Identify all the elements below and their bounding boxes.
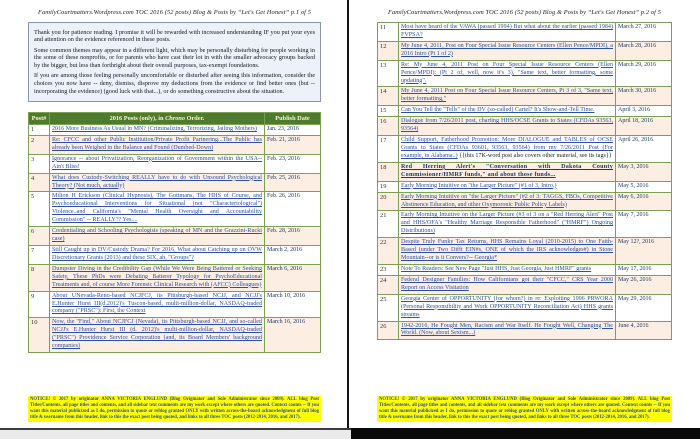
post-number: 13 bbox=[378, 60, 399, 87]
table-row bbox=[378, 23, 672, 42]
post-title-link[interactable]: About UNevada-Reno-based NCJFCJ, its Pittsburgh-based NCJJ, and NCJJ's E.Hunter Hurst III(d.2012)'s Tuscon-based, multi-million-dollar, NASDAQ-traded company ("PRSC"): First, the Context bbox=[52, 292, 262, 315]
copyright-notice: NOTICE! © 2017 by originator ANNA VICTORIA ENGLUND (Blog Originator and Sole Administrator since 2009). ALL blog Post Titles/Contents, all page titles and contents, and all sidebar text comments are my work except where others are quoted. Context counts -- If you want this material publicized as I do, permission to quote or reblog granted ONLY with written across-the-board acknowledgment of full blog title & username from this header, link to this the exact post being quoted, and links to all three TOC posts (2012-2014, 2016, and 2017). bbox=[28, 396, 321, 422]
post-title-link[interactable]: Most have heard of the VAWA (passed 1994) But what about the earlier (passed 1984) FVPSA? bbox=[401, 24, 613, 38]
post-title-link[interactable]: Credentialing and Schooling Psychologists (speaking of MN and the Grazzini-Rucki case) bbox=[52, 228, 262, 243]
publish-date: May 12?, 2016 bbox=[616, 238, 672, 265]
table-row bbox=[378, 87, 672, 106]
post-number: 15 bbox=[378, 106, 399, 117]
post-title-cell bbox=[399, 41, 616, 60]
table-row bbox=[29, 245, 321, 264]
publish-date: Feb. 23, 2016 bbox=[265, 154, 321, 173]
table-row bbox=[378, 41, 672, 60]
publish-date: June 4, 2016 bbox=[616, 321, 672, 340]
table-row bbox=[29, 264, 321, 291]
header-text-italic: Chrono bbox=[165, 115, 186, 122]
post-title-cell bbox=[399, 106, 616, 117]
publish-date: April 18, 2016 bbox=[616, 117, 672, 136]
table-row bbox=[378, 192, 672, 211]
post-title-link[interactable]: Georgia Center of OPPORTUNITY (for whom?) in re: Exploiting 1996 PRWORA (Personal Responsibility and Work OPPORTUNITY Reconciliation Act) HHS grants streams bbox=[401, 295, 613, 318]
post-number: 17 bbox=[378, 136, 399, 163]
page-header: FamilyCourtmatters.Wordpress.com TOC 2016 (52 posts) Blog & Posts by “Let's Get Honest” p.1 of 5 bbox=[37, 9, 312, 16]
table-row bbox=[378, 162, 672, 181]
intro-note-box bbox=[28, 22, 321, 102]
publish-date: May 6, 2016 bbox=[616, 192, 672, 211]
publish-date: May 7, 2016 bbox=[616, 211, 672, 238]
table-row bbox=[378, 264, 672, 275]
page-header: FamilyCourtmatters.Wordpress.com TOC 2016 (52 posts) Blog & Posts by “Let's Get Honest” p.2 of 5 bbox=[387, 9, 662, 16]
table-row bbox=[378, 238, 672, 265]
table-row bbox=[378, 211, 672, 238]
post-number: 25 bbox=[378, 294, 399, 321]
post-number: 7 bbox=[29, 245, 50, 264]
post-number: 23 bbox=[378, 264, 399, 275]
post-title-link[interactable]: Note To Readers: See New Page "Just HHS, Just Georgia, Just HMRF" grants bbox=[401, 265, 592, 272]
post-title-cell bbox=[50, 154, 265, 173]
post-title-link[interactable]: Milton H Erickson (Clinical Hypnosis), The Gottmans, The HHS of Course, and Psychoeducational Interventions for Situational (not "Characteriological") Violence..and California's "Mental Health Oversight and Accountability Commission" -- REALLY?? Yes.... bbox=[52, 193, 262, 224]
publish-date: Feb. 25, 2016 bbox=[265, 173, 321, 192]
publish-date: Feb. 21, 2016 bbox=[265, 135, 321, 154]
post-title-cell bbox=[399, 275, 616, 294]
next-pages-edge bbox=[0, 428, 700, 439]
post-title-link[interactable]: 1942-2016, He Fought Men, Racism and War Itself. He Fought Well, Changing The World. (Now, about Sexism...) bbox=[401, 322, 613, 337]
post-title-cell bbox=[50, 173, 265, 192]
post-title-cell bbox=[399, 181, 616, 192]
publish-date: March 16, 2016 bbox=[265, 318, 321, 353]
column-header-post-number: Post# bbox=[29, 113, 50, 125]
table-row bbox=[378, 106, 672, 117]
post-number: 19 bbox=[378, 181, 399, 192]
post-title-cell bbox=[50, 264, 265, 291]
post-title-link[interactable]: Re: My June 4, 2011 Post on Four Special Issue Resource Centers (Ellen Pence/MPDI): (Pt 2 of, well, now it's 3), "Same text, better formatting, some updating". bbox=[401, 61, 613, 84]
post-title-cell bbox=[50, 125, 265, 136]
table-row bbox=[29, 154, 321, 173]
post-title-link[interactable]: Now, the "Find," About NCJFCJ (Nevada), its Pittsburgh-based NCJJ, and so-called NCJJ's E.Hunter Hurst III (d. 2012)'s multi-million-dollar, NASDAQ-traded ("PRSC") Providence Service Corporation (and, its Board Members' background companies) bbox=[52, 319, 262, 350]
post-title-cell bbox=[399, 211, 616, 238]
post-number: 26 bbox=[378, 321, 399, 340]
post-title-link[interactable]: 2016 More Business As Usual in MN? (Criminalizing, Terrorizing, Jailing Mothers) bbox=[52, 126, 257, 132]
post-title-cell bbox=[50, 192, 265, 227]
publish-date: March 10, 2016 bbox=[265, 291, 321, 318]
toc-table-page-2 bbox=[377, 22, 672, 340]
table-row bbox=[29, 192, 321, 227]
post-title-link[interactable]: Dialogue from 7/26/2011 post, charting HHS/OCSE Grants to States (CFDAs 93563, 93564) bbox=[401, 118, 613, 133]
post-number: 8 bbox=[29, 264, 50, 291]
header-text: Order. bbox=[185, 115, 205, 122]
post-number: 14 bbox=[378, 87, 399, 106]
post-number: 20 bbox=[378, 192, 399, 211]
post-title-link[interactable]: Early Morning Intuitive on the Larger Picture (#3 of 3 on a "Red Herring Alert" Post and HHS/OFA's "Healthy Marriage Responsible Fatherhood" ("HMRF") Ongoing Distributions) bbox=[401, 212, 613, 235]
next-page-edge-right bbox=[351, 428, 700, 439]
publish-date: May 5, 2016 bbox=[616, 181, 672, 192]
table-row bbox=[378, 117, 672, 136]
table-row bbox=[29, 173, 321, 192]
post-title-link[interactable]: Still Caught up in DV/Custody Drama? For 2016, What about Catching up on OVW Discretionary Grants (2013) and these SIX, ah, "Groups"? bbox=[52, 246, 262, 261]
post-title-cell bbox=[50, 291, 265, 318]
table-row bbox=[29, 227, 321, 246]
copyright-notice: NOTICE! © 2017 by originator ANNA VICTORIA ENGLUND (Blog Originator and Sole Administrator since 2009). ALL blog Post Titles/Contents, all page titles and contents, and all sidebar text comments are my work except where others are quoted. Context counts -- If you want this material publicized as I do, permission to quote or reblog granted ONLY with written across-the-board acknowledgment of full blog title & username from this header, link to this the exact post being quoted, and links to all three TOC posts (2012-2014, 2016, and 2017). bbox=[377, 396, 672, 422]
post-title-link[interactable]: Federal Designer Families: How Californians got their "CFCC," CRS Year 2000 Report on Access Visitation bbox=[401, 276, 613, 291]
table-row bbox=[29, 291, 321, 318]
post-title-cell bbox=[399, 321, 616, 340]
document-page-2 bbox=[349, 0, 698, 428]
publish-date: March 30, 2016 bbox=[616, 87, 672, 106]
post-number: 12 bbox=[378, 41, 399, 60]
post-number: 9 bbox=[29, 291, 50, 318]
publish-date: May 29, 2016 bbox=[616, 294, 672, 321]
publish-date: April 3, 2016 bbox=[616, 106, 672, 117]
intro-paragraph: Some common themes may appear in a different light, which may be personally disturbing for people working in the some of these nonprofits, or for parents who have cast their lot in with the smaller advocacy groups backed by the bigger, but less than forthright about their overall purposes, tax-exempt foundations. bbox=[34, 46, 315, 69]
post-title-link[interactable]: Early Morning Intuitive on "the Larger Picture" (#2 of 3: TAGGS, FBOs, Competitive Abstinence Education, and other Oxymoronic Public Policy Labels) bbox=[401, 193, 613, 208]
table-row bbox=[378, 321, 672, 340]
post-title-link[interactable]: Red Herring Alert's "Conversation with Dakota County Commissioner/HMRF funds," and about those funds... bbox=[401, 163, 613, 178]
post-title-cell bbox=[399, 162, 616, 181]
post-number: 5 bbox=[29, 192, 50, 227]
post-number: 11 bbox=[378, 23, 399, 42]
post-number: 1 bbox=[29, 125, 50, 136]
post-number: 24 bbox=[378, 275, 399, 294]
post-title-cell bbox=[399, 136, 616, 163]
post-title-cell bbox=[399, 238, 616, 265]
publish-date: March 28, 2016 bbox=[616, 41, 672, 60]
post-title-cell bbox=[399, 87, 616, 106]
post-title-cell bbox=[50, 227, 265, 246]
post-number: 6 bbox=[29, 227, 50, 246]
publish-date: April 26, 2016 bbox=[616, 136, 672, 163]
post-title-cell bbox=[399, 294, 616, 321]
publish-date: May 17, 2016 bbox=[616, 264, 672, 275]
post-number: 2 bbox=[29, 135, 50, 154]
post-title-cell bbox=[50, 135, 265, 154]
post-title-link[interactable]: Can You Tell the "Tells" of the DV (so-called) Cartel? It's Show-and-Tell Time. bbox=[401, 107, 595, 114]
header-text: 2016 Posts (only), in bbox=[109, 115, 166, 122]
post-number: 16 bbox=[378, 117, 399, 136]
publish-date: May 26, 2016 bbox=[616, 275, 672, 294]
publish-date: March 29, 2016 bbox=[616, 60, 672, 87]
publish-date: March 27, 2016 bbox=[616, 23, 672, 42]
publish-date: March 2, 2016 bbox=[265, 245, 321, 264]
intro-paragraph: Thank you for patience reading. I promise it will be rewarded with increased understanding IF you put your eyes and attention on the evidence referenced in these posts. bbox=[34, 28, 315, 44]
post-number: 10 bbox=[29, 318, 50, 353]
post-title-link[interactable]: Re: CFCC and other Public Institution/Private Profit Partnering...The Public has already been Weighed in the Balance and Found (Dumbed-Down) bbox=[52, 136, 262, 151]
publish-date: March 6, 2016 bbox=[265, 264, 321, 291]
next-page-edge-left bbox=[0, 428, 351, 439]
publish-date: Feb. 28, 2016 bbox=[265, 227, 321, 246]
post-title-link[interactable]: Dumpster Diving in the Credibility Gap (While We Were Being Battered or Seeking Safety, These PhDs were Debating Batterer Typology for PsychoEducational Treatments and, of course More Forensic Clinical Research with (AFCC) Colleagues) bbox=[52, 265, 262, 288]
post-number: 4 bbox=[29, 173, 50, 192]
post-title-cell bbox=[399, 23, 616, 42]
post-title-link[interactable]: What does Custody-Switching REALLY have to do with Unsound Psychological Theory? (Not much, actually) bbox=[52, 174, 262, 189]
post-title-link[interactable]: Early Morning Intuitive on "the Larger Picture" (#1 of 3, Intro.) bbox=[401, 182, 557, 189]
table-row bbox=[378, 294, 672, 321]
table-row bbox=[29, 135, 321, 154]
post-number: 18 bbox=[378, 162, 399, 181]
intro-paragraph: If you are among those feeling personally uncomfortable or disturbed after seeing this information, consider the choices you now have -- deny, dismiss, disprove my deductions from the evidence or find better ones (but -- incorporating the evidence) (good luck with that...), or do something constructive about the situation. bbox=[34, 72, 315, 95]
column-header-posts bbox=[50, 113, 265, 125]
post-title-link[interactable]: My June 4, 2011 Post on Four Special Issue Resource Centers, Pt 3 of 3, "Same text, better formatting," bbox=[401, 88, 613, 103]
table-row bbox=[378, 275, 672, 294]
post-number: 3 bbox=[29, 154, 50, 173]
post-title-link[interactable]: My June 4, 2011, Post on Four Special Issue Resource Centers (Ellen Pence/MPDI), a 2016 Intro (Pt 1 of 2) bbox=[401, 42, 613, 57]
post-title-cell bbox=[399, 264, 616, 275]
post-title-link[interactable]: Child Support, Fatherhood Promotion: More DIALOGUE and TABLES of OCSE Grants to States (CFDAs 93601, 93563, 93564) from my 7/26/2011 Post (For example, in Alabama..) bbox=[401, 137, 613, 159]
table-row bbox=[378, 60, 672, 87]
table-header-row bbox=[29, 113, 321, 125]
post-title-cell bbox=[50, 245, 265, 264]
publish-date: Jan. 23, 2016 bbox=[265, 125, 321, 136]
post-title-cell bbox=[399, 192, 616, 211]
post-number: 21 bbox=[378, 211, 399, 238]
table-row bbox=[29, 125, 321, 136]
post-title-cell bbox=[399, 60, 616, 87]
post-title-cell bbox=[399, 117, 616, 136]
publish-date: Feb. 26, 2016 bbox=[265, 192, 321, 227]
document-page-1 bbox=[0, 0, 349, 428]
table-row bbox=[29, 318, 321, 353]
toc-table-page-1 bbox=[28, 112, 321, 353]
publish-date: May 3, 2016 bbox=[616, 162, 672, 181]
table-row bbox=[378, 181, 672, 192]
column-header-publish-date: Publish Date bbox=[265, 113, 321, 125]
post-title-link[interactable]: Ignorance -- about Privatization, Reorganization of Government within the USA-- Ain't Bliss! bbox=[52, 155, 262, 170]
post-title-cell bbox=[50, 318, 265, 353]
post-number: 22 bbox=[378, 238, 399, 265]
post-title-link[interactable]: Despite Truly Funky Tax Returns, HHS Remains Loyal (2010-2015) to One Faith-Based (under Two Difft EIN#s, ONE of which the IRS acknowledges#) in Stone Mountain--or is it Convers?-- Georgia* bbox=[401, 239, 613, 262]
table-row bbox=[378, 136, 672, 163]
post-title-note: {{this 17K-word post also covers other material, see its tags}} bbox=[457, 152, 612, 159]
